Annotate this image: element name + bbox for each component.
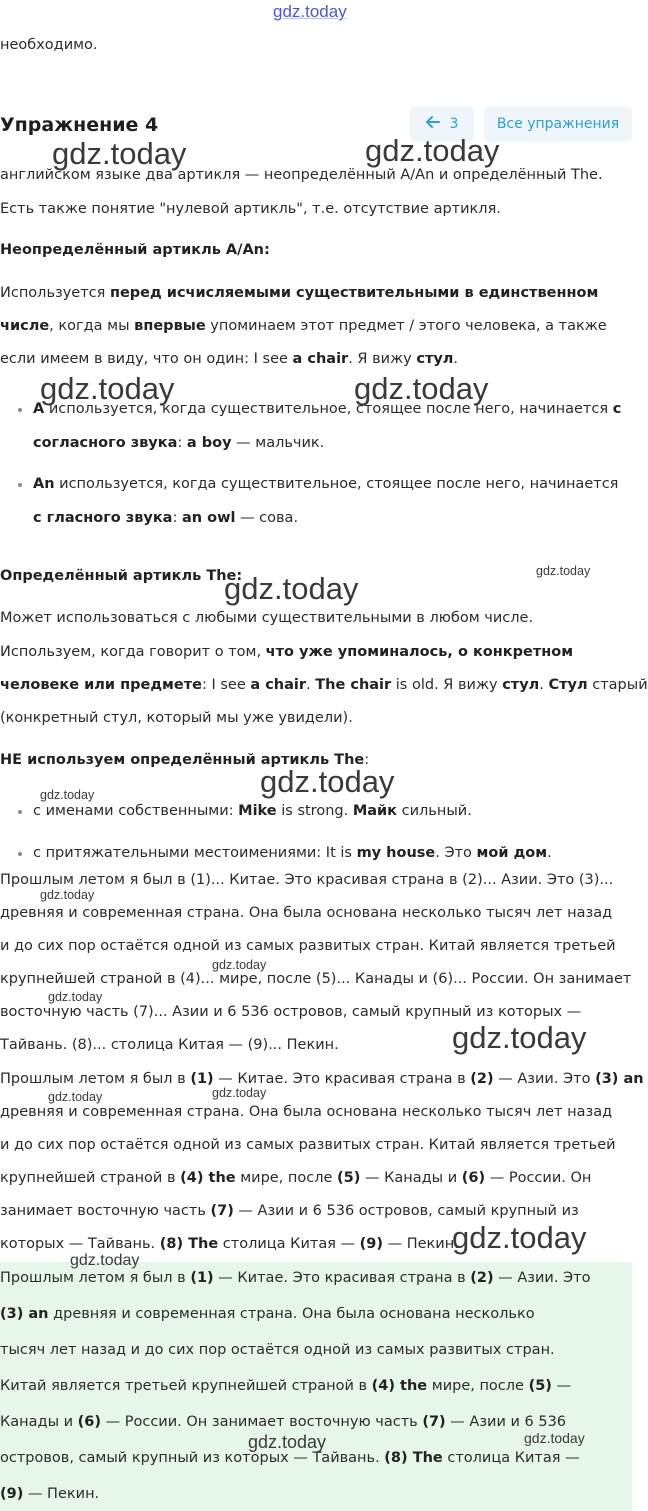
theory-text: числе, когда мы впервые упоминаем этот предмет / этого человека, а также <box>0 318 607 334</box>
watermark-text: gdz.today <box>40 788 95 802</box>
watermark-text: gdz.today <box>40 371 175 406</box>
exercise-title: Упражнение 4 <box>0 114 159 136</box>
watermark-text: gdz.today <box>524 1430 585 1446</box>
watermark-text: gdz.today <box>212 1086 267 1100</box>
answer-text: Канады и (6) — России. Он занимает восточную часть (7) — Азии и 6 536 <box>0 1414 567 1430</box>
watermark-text: gdz.today <box>248 1432 327 1452</box>
answer-text: Прошлым летом я был в (1) — Китае. Это красивая страна в (2) — Азии. Это <box>0 1270 591 1286</box>
answer-text: древняя и современная страна. Она была основана несколько тысяч лет назад <box>0 1104 613 1120</box>
watermark-text: gdz.today <box>70 1252 140 1269</box>
watermark-text: gdz.today <box>224 571 359 606</box>
answer-text: которых — Тайвань. (8) The столица Китая — (9) — Пекин. <box>0 1236 459 1252</box>
answer-text: Китай является третьей крупнейшей страной в (4) the мире, после (5) — <box>0 1378 572 1394</box>
list-item: с притяжательными местоимениями: It is my house. Это мой дом. <box>33 845 552 861</box>
list-item: A используется, когда существительное, стоящее после него, начинается с <box>33 401 622 417</box>
answer-text: и до сих пор остаётся одной из самых развитых стран. Китай является третьей <box>0 1137 616 1153</box>
list-item: с именами собственными: Mike is strong. Майк сильный. <box>33 803 472 819</box>
watermark-text: gdz.today <box>354 371 489 406</box>
all-exercises-button[interactable]: Все упражнения <box>484 106 632 142</box>
theory-text: Есть также понятие "нулевой артикль", т.е. отсутствие артикля. <box>0 201 501 217</box>
theory-text: английском языке два артикля — неопределённый A/An и определённый The. <box>0 167 603 183</box>
theory-text: (конкретный стул, который мы уже увидели). <box>0 710 353 726</box>
watermark-text: gdz.today <box>52 136 187 171</box>
task-text: древняя и современная страна. Она была основана несколько тысяч лет назад <box>0 905 613 921</box>
watermark-text: gdz.today <box>536 564 591 578</box>
answer-text: занимает восточную часть (7) — Азии и 6 536 островов, самый крупный из <box>0 1203 579 1219</box>
answer-text: крупнейшей страной в (4) the мире, после (5) — Канады и (6) — России. Он <box>0 1170 592 1186</box>
not-used-heading: НЕ используем определённый артикль The: <box>0 752 370 768</box>
watermark-text: gdz.today <box>452 1020 587 1055</box>
task-text: Прошлым летом я был в (1)... Китае. Это красивая страна в (2)... Азии. Это (3)... <box>0 872 614 888</box>
answer-text: островов, самый крупный из которых — Тайвань. (8) The столица Китая — <box>0 1450 580 1466</box>
arrow-left-icon <box>426 116 440 132</box>
indefinite-heading: Неопределённый артикль A/An: <box>0 242 270 258</box>
intro-text: необходимо. <box>0 37 98 53</box>
watermark-text: gdz.today <box>40 888 95 902</box>
answer-text: Прошлым летом я был в (1) — Китае. Это красивая страна в (2) — Азии. Это (3) an <box>0 1071 644 1087</box>
bullet-dot <box>18 483 22 487</box>
answer-text: (9) — Пекин. <box>0 1486 100 1502</box>
watermark-text: gdz.today <box>452 1220 587 1255</box>
task-text: восточную часть (7)... Азии и 6 536 островов, самый крупный из которых — <box>0 1004 582 1020</box>
bullet-dot <box>18 408 22 412</box>
watermark-text: gdz.today <box>365 133 500 168</box>
answer-text: тысяч лет назад и до сих пор остаётся одной из самых развитых стран. <box>0 1342 555 1358</box>
answer-text: (3) an древняя и современная страна. Она была основана несколько <box>0 1306 535 1322</box>
bullet-dot <box>18 852 22 856</box>
theory-text: Может использоваться с любыми существительными в любом числе. <box>0 610 534 626</box>
watermark-text: gdz.today <box>260 764 395 799</box>
watermark-text: gdz.today <box>48 1090 103 1104</box>
list-item: согласного звука: a boy — мальчик. <box>33 435 325 451</box>
list-item: An используется, когда существительное, стоящее после него, начинается <box>33 476 619 492</box>
watermark-text: gdz.today <box>212 958 267 972</box>
theory-text: Используется перед исчисляемыми существительными в единственном <box>0 285 599 301</box>
theory-text: человеке или предмете: I see a chair. The chair is old. Я вижу стул. Стул старый <box>0 677 648 693</box>
bullet-dot <box>18 810 22 814</box>
list-item: с гласного звука: an owl — сова. <box>33 510 299 526</box>
definite-heading: Определённый артикль The: <box>0 568 243 584</box>
task-text: и до сих пор остаётся одной из самых развитых стран. Китай является третьей <box>0 938 616 954</box>
task-text: Тайвань. (8)... столица Китая — (9)... Пекин. <box>0 1037 339 1053</box>
site-watermark-link[interactable]: gdz.today <box>273 2 347 21</box>
theory-text: Используем, когда говорит о том, что уже упоминалось, о конкретном <box>0 644 574 660</box>
theory-text: если имеем в виду, что он один: I see a chair. Я вижу стул. <box>0 351 459 367</box>
watermark-text: gdz.today <box>48 990 103 1004</box>
task-text: крупнейшей страной в (4)... мире, после (5)... Канады и (6)... России. Он занимает <box>0 971 632 987</box>
prev-exercise-label: 3 <box>449 116 459 132</box>
